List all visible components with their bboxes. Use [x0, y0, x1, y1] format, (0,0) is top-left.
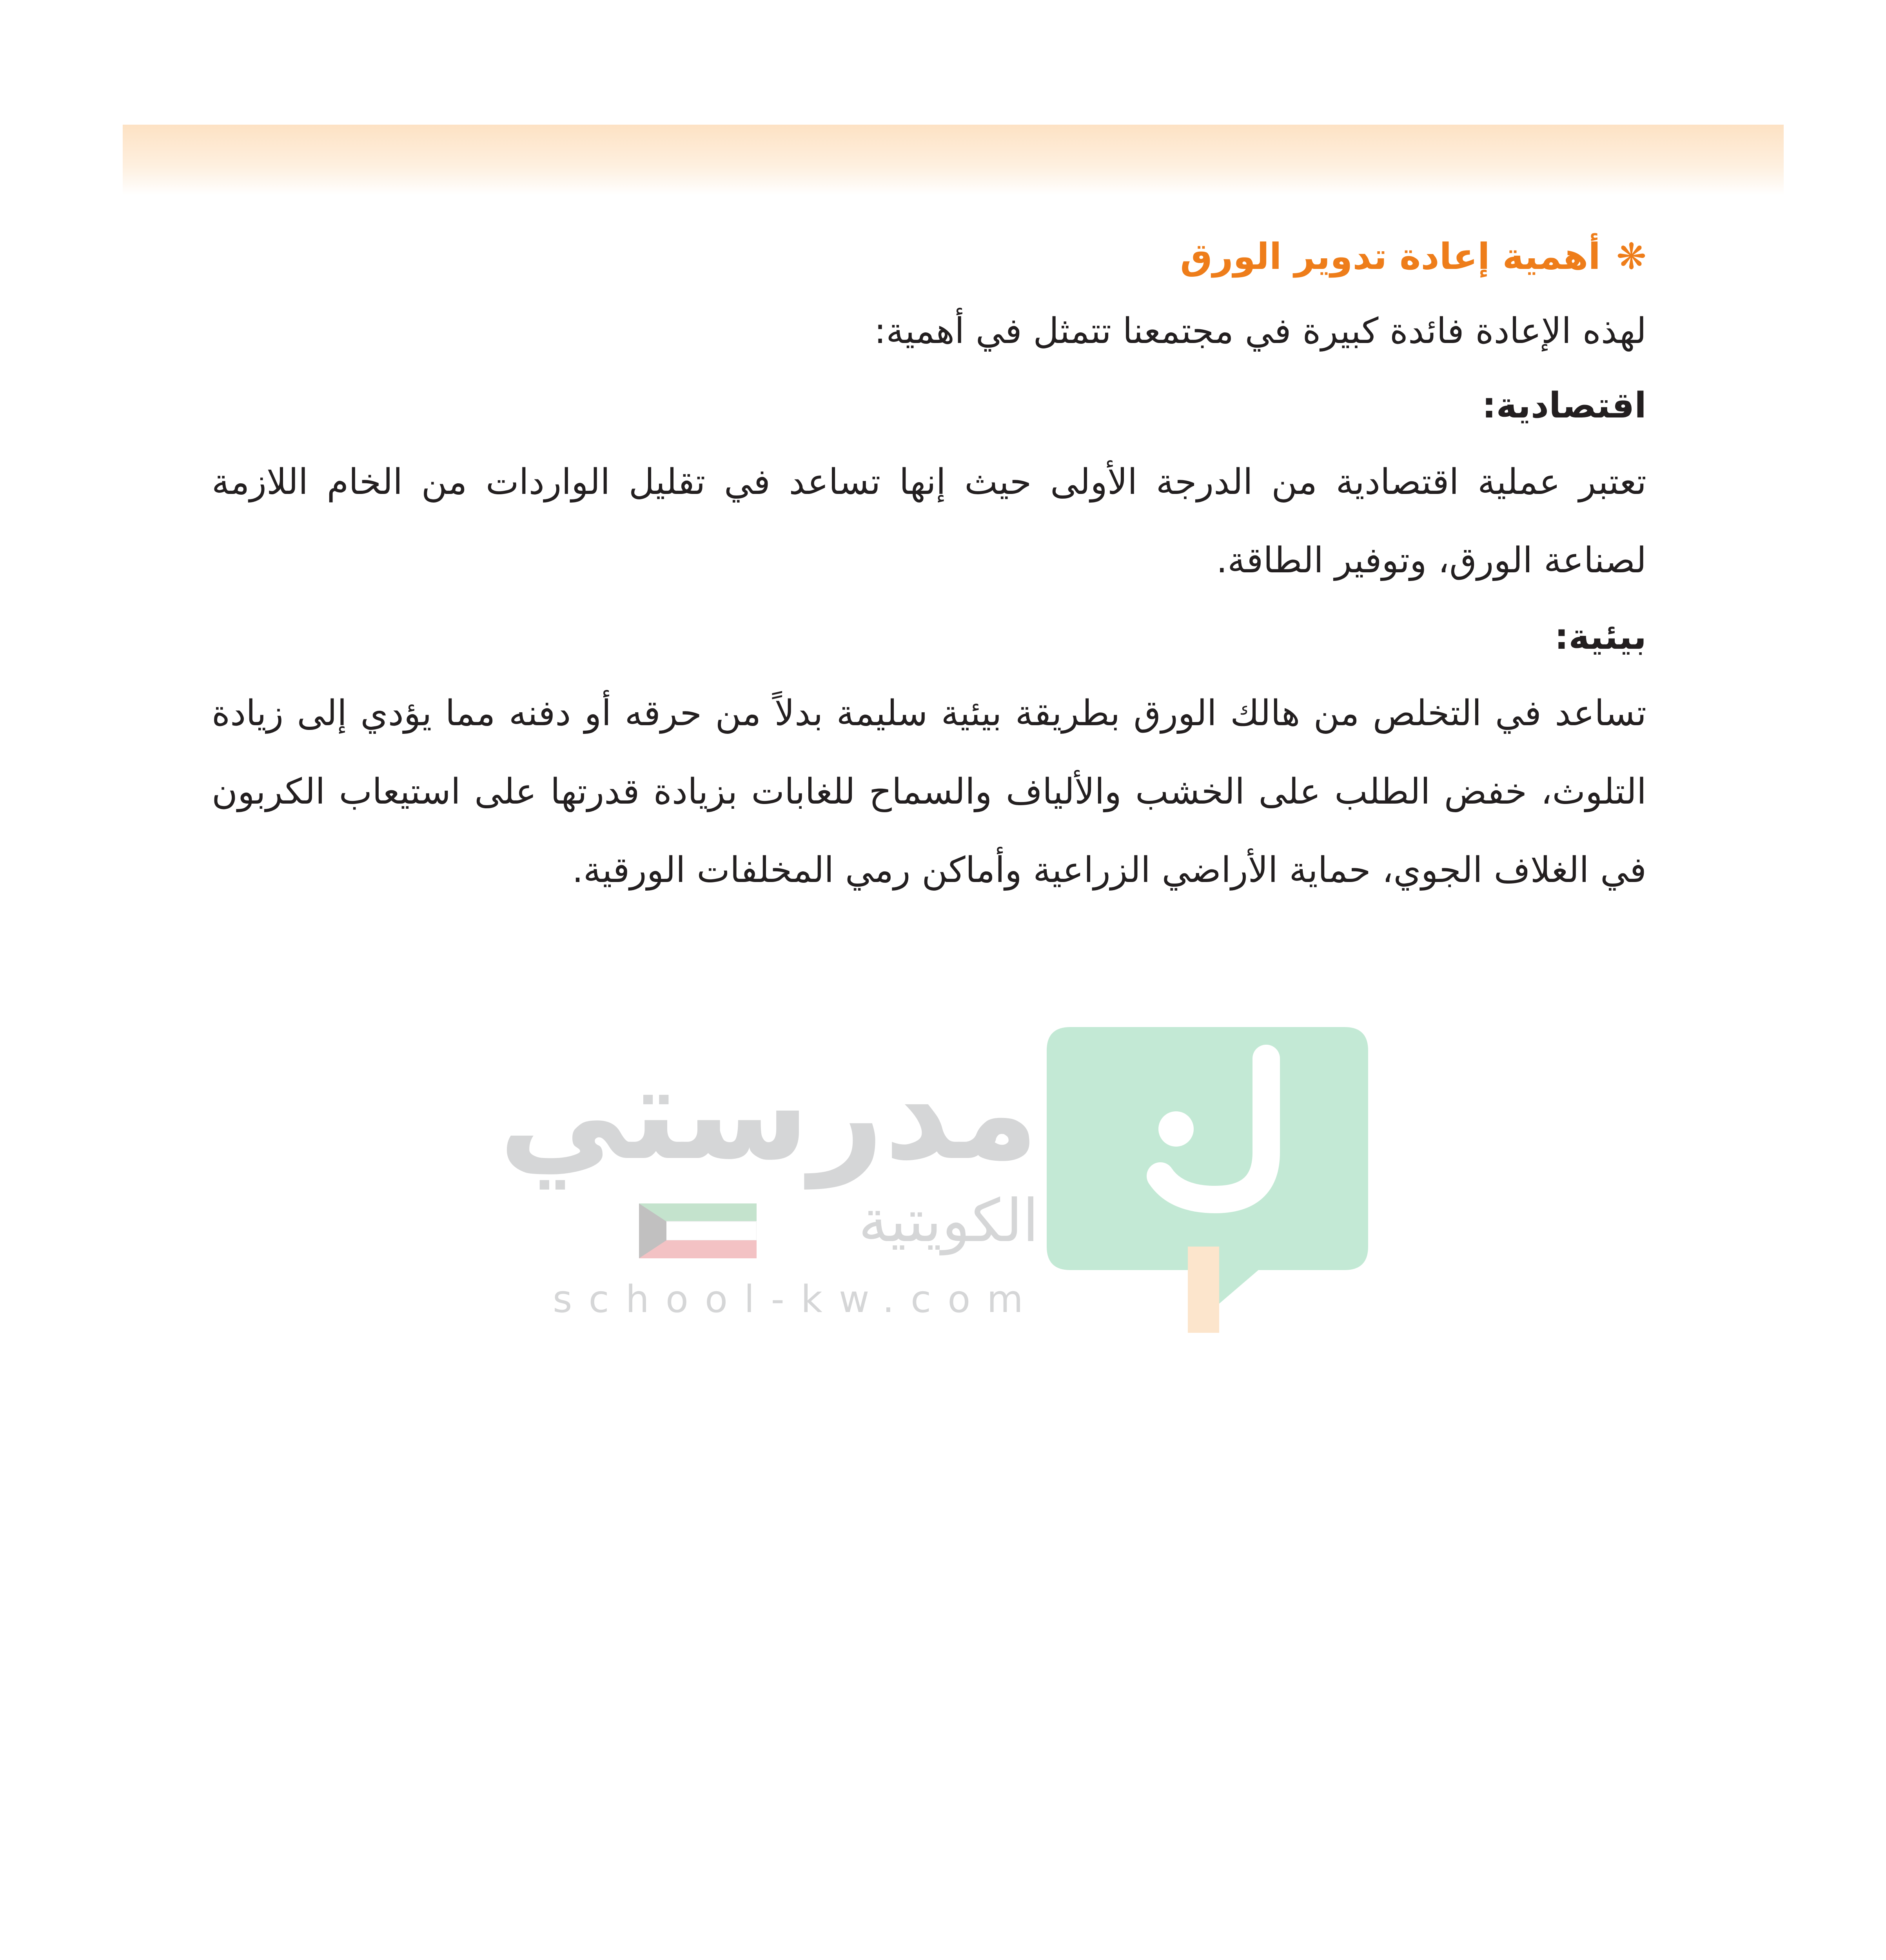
asterisk-bullet-icon: ❋	[1616, 236, 1646, 278]
watermark-name: مدرستي	[498, 1038, 1039, 1189]
watermark-subtitle: الكويتية	[858, 1187, 1039, 1255]
intro-text: لهذه الإعادة فائدة كبيرة في مجتمعنا تتمثل في أهمية:	[874, 310, 1646, 352]
economic-title: اقتصادية:	[1482, 385, 1646, 426]
economic-text: تعتبر عملية اقتصادية من الدرجة الأولى حيث إنها تساعد في تقليل الواردات من الخام اللازمة لصناعة الورق، وتوفير الطاقة.	[212, 461, 1646, 581]
environmental-text: تساعد في التخلص من هالك الورق بطريقة بيئية سليمة بدلاً من حرقه أو دفنه مما يؤدي إلى زيادة التلوث، خفض الطلب على الخشب والألياف والسماح للغابات بزيادة قدرتها على استيعاب الكربون في الغلاف الجوي، حماية الأراضي الزراعية وأماكن رمي المخلفات الورقية.	[212, 693, 1646, 891]
watermark	[498, 1019, 1376, 1392]
section-heading-text: أهمية إعادة تدوير الورق	[1180, 236, 1601, 278]
kuwait-flag-icon	[639, 1203, 757, 1258]
section-heading	[212, 220, 1646, 294]
header-band	[123, 125, 1784, 195]
watermark-url: school-kw.com	[553, 1278, 1040, 1321]
page-content	[212, 220, 1646, 909]
environmental-title: بيئية:	[1554, 616, 1646, 657]
madrasati-logo-icon	[1047, 1027, 1368, 1333]
